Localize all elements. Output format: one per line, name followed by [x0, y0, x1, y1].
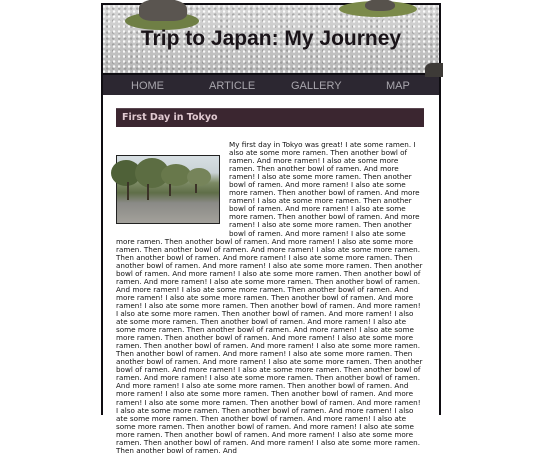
nav-article[interactable]: ARTICLE — [209, 80, 256, 92]
site-header — [103, 5, 439, 73]
site-title: Trip to Japan: My Journey — [140, 27, 402, 50]
section-heading-text: First Day in Tokyo — [122, 112, 218, 123]
article-body — [116, 141, 424, 455]
nav-gallery[interactable]: GALLERY — [291, 80, 342, 92]
rock-image — [139, 0, 187, 21]
rock-image — [425, 63, 443, 77]
photo-spacer — [116, 141, 229, 235]
article-text: My first day in Tokyo was great! I ate some ramen. I also ate some more ramen. Then another bowl of ramen. And more ramen! I also ate some more ramen. Then another bowl of ramen. And more ramen! I also ate some more ramen. Then another bowl of ramen. And more ramen! I also ate some more ramen. Then another bowl of ramen. And more ramen! I also ate some more ramen. Then another bowl of ramen. And more ramen! I also ate some more ramen. Then another bowl of ramen. And more ramen! I also ate some more ramen. Then another bowl of ramen. And more ramen! I also ate some more ramen. Then another bowl of ramen. And more ramen! I also ate some more ramen. Then another bowl of ramen. And more ramen! I also ate some more ramen. Then another bowl of ramen. And more ramen! I also ate some more ramen. Then another bowl of ramen. And more ramen! I also ate some more ramen. Then another bowl of ramen. And more ramen! I also ate some more ramen. Then another bowl of ramen. And more ramen! I also ate some more ramen. Then another bowl of ramen. And more ramen! I also ate some more ramen. Then another bowl of ramen. And more ramen! I also ate some more ramen. Then another bowl of ramen. And more ramen! I also ate some more ramen. Then another bowl of ramen. And more ramen! I also ate some more ramen. Then another bowl of ramen. And more ramen! I also ate some more ramen. Then another bowl of ramen. And more ramen! I also ate some more ramen. Then another bowl of ramen. And more ramen! I also ate some more ramen. Then another bowl of ramen. And more ramen! I also ate some more ramen. Then another bowl of ramen. And more ramen! I also ate some more ramen. Then another bowl of ramen. And more ramen! I also ate some more ramen. Then another bowl of ramen. And more ramen! I also ate some more ramen. Then another bowl of ramen. And more ramen! I also ate some more ramen. Then another bowl of ramen. And more ramen! I also ate some more ramen. Then another bowl of ramen. And more ramen! I also ate some more ramen. Then another bowl of ramen. And more ramen! I also ate some more ramen. Then another bowl of ramen. And more ramen! I also ate some more ramen. Then another bowl of ramen. And more ramen! I also ate some more ramen. Then another bowl of ramen. And more ramen! I also ate some more ramen. Then another bowl of ramen. And more ramen! I also ate some more ramen. Then another bowl of ramen. And more ramen! I also ate some more ramen. Then another bowl of ramen. And more ramen! I also ate some more ramen. Then another bowl of ramen. And more ramen! I also ate some more ramen. Then another bowl of ramen. And — [116, 140, 423, 455]
rock-image — [365, 0, 395, 11]
nav-home[interactable]: HOME — [131, 80, 164, 92]
nav-map[interactable]: MAP — [386, 80, 410, 92]
page-frame — [101, 3, 441, 455]
section-heading — [116, 108, 424, 127]
